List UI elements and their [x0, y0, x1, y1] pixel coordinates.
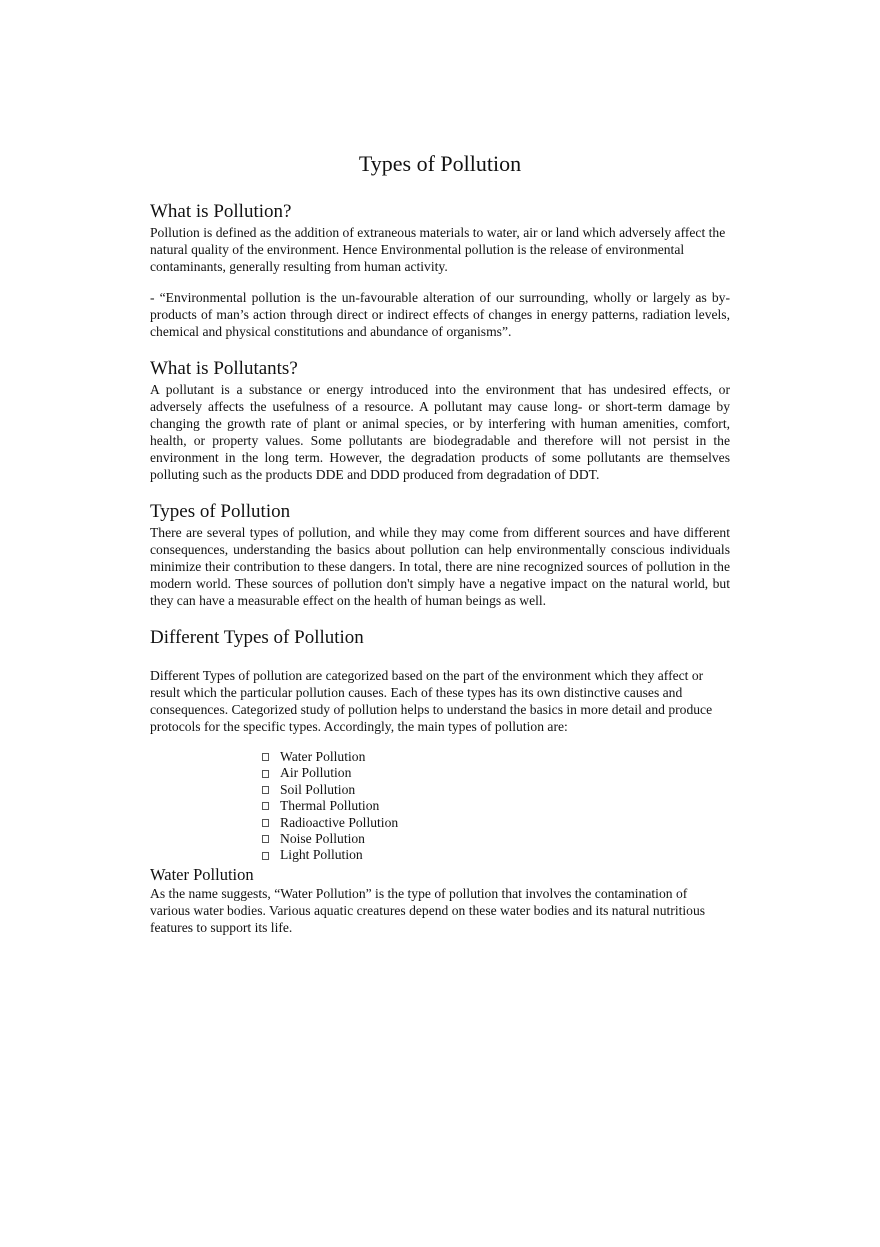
- checkbox-bullet-icon: [262, 819, 269, 827]
- list-item-label: Light Pollution: [280, 847, 363, 863]
- pollution-types-list: [262, 749, 730, 864]
- heading-what-is-pollution: What is Pollution?: [150, 201, 292, 222]
- section-what-is-pollution: [150, 200, 730, 340]
- list-item: [262, 847, 730, 863]
- heading-types-of-pollution: Types of Pollution: [150, 501, 291, 522]
- document-title: Types of Pollution: [358, 151, 522, 176]
- list-item: [262, 815, 730, 831]
- list-item-label: Water Pollution: [280, 749, 366, 764]
- checkbox-bullet-icon: [262, 753, 269, 761]
- section-different-types: [150, 626, 730, 864]
- heading-water-pollution: Water Pollution: [150, 864, 254, 884]
- list-item: [262, 798, 730, 814]
- section-types-of-pollution: [150, 500, 730, 609]
- list-item-label: Thermal Pollution: [280, 798, 380, 814]
- heading-different-types: Different Types of Pollution: [150, 627, 364, 648]
- list-item: [262, 765, 730, 781]
- checkbox-bullet-icon: [262, 835, 269, 843]
- section-water-pollution: [150, 865, 730, 936]
- checkbox-bullet-icon: [262, 802, 269, 810]
- checkbox-bullet-icon: [262, 770, 269, 778]
- paragraph-environmental-pollution-quote: - “Environmental pollution is the un-favourable alteration of our surrounding, wholly or largely as by-products of man’s action through direct or indirect effects of changes in energy patterns, radiation levels, chemical and physical constitutions and abundance of organisms”.: [150, 290, 730, 339]
- paragraph-pollutants-definition: A pollutant is a substance or energy introduced into the environment that has undesired effects, or adversely affects the usefulness of a resource. A pollutant may cause long- or short-term damage by changing the growth rate of plant or animal species, or by interfering with human amenities, comfort, health, or property values. Some pollutants are biodegradable and therefore will not persist in the environment in the long term. However, the degradation products of some pollutants are themselves polluting such as the products DDE and DDD produced from degradation of DDT.: [150, 382, 730, 482]
- section-what-is-pollutants: [150, 357, 730, 483]
- heading-what-is-pollutants: What is Pollutants?: [150, 358, 298, 379]
- paragraph-water-pollution: As the name suggests, “Water Pollution” is the type of pollution that involves the contamination of various water bodies. Various aquatic creatures depend on these water bodies and its natural nutritious features to support its life.: [150, 885, 706, 935]
- paragraph-different-types: Different Types of pollution are categorized based on the part of the environment which they affect or result which the particular pollution causes. Each of these types has its own distinctive causes and consequences. Categorized study of pollution helps to understand the basics in more detail and produce protocols for the specific types. Accordingly, the main types of pollution are:: [150, 668, 713, 734]
- list-item-label: Noise Pollution: [280, 831, 365, 847]
- list-item-label: Air Pollution: [280, 765, 352, 781]
- list-item: [262, 782, 730, 798]
- document-page: [150, 150, 730, 936]
- list-item-label: Soil Pollution: [280, 781, 356, 797]
- checkbox-bullet-icon: [262, 852, 269, 860]
- list-item: [262, 749, 730, 765]
- list-item: [262, 831, 730, 847]
- list-item-label: Radioactive Pollution: [280, 814, 399, 830]
- checkbox-bullet-icon: [262, 786, 269, 794]
- paragraph-pollution-definition: Pollution is defined as the addition of extraneous materials to water, air or land which adversely affect the natural quality of the environment. Hence Environmental pollution is the release of environmental contaminants, generally resulting from human activity.: [150, 225, 726, 274]
- paragraph-types-overview: There are several types of pollution, and while they may come from different sources and have different consequences, understanding the basics about pollution can help environmentally conscious individuals minimize their contribution to these dangers. In total, there are nine recognized sources of pollution in the modern world. These sources of pollution don't simply have a negative impact on the natural world, but they can have a measurable effect on the health of human beings as well.: [150, 525, 730, 608]
